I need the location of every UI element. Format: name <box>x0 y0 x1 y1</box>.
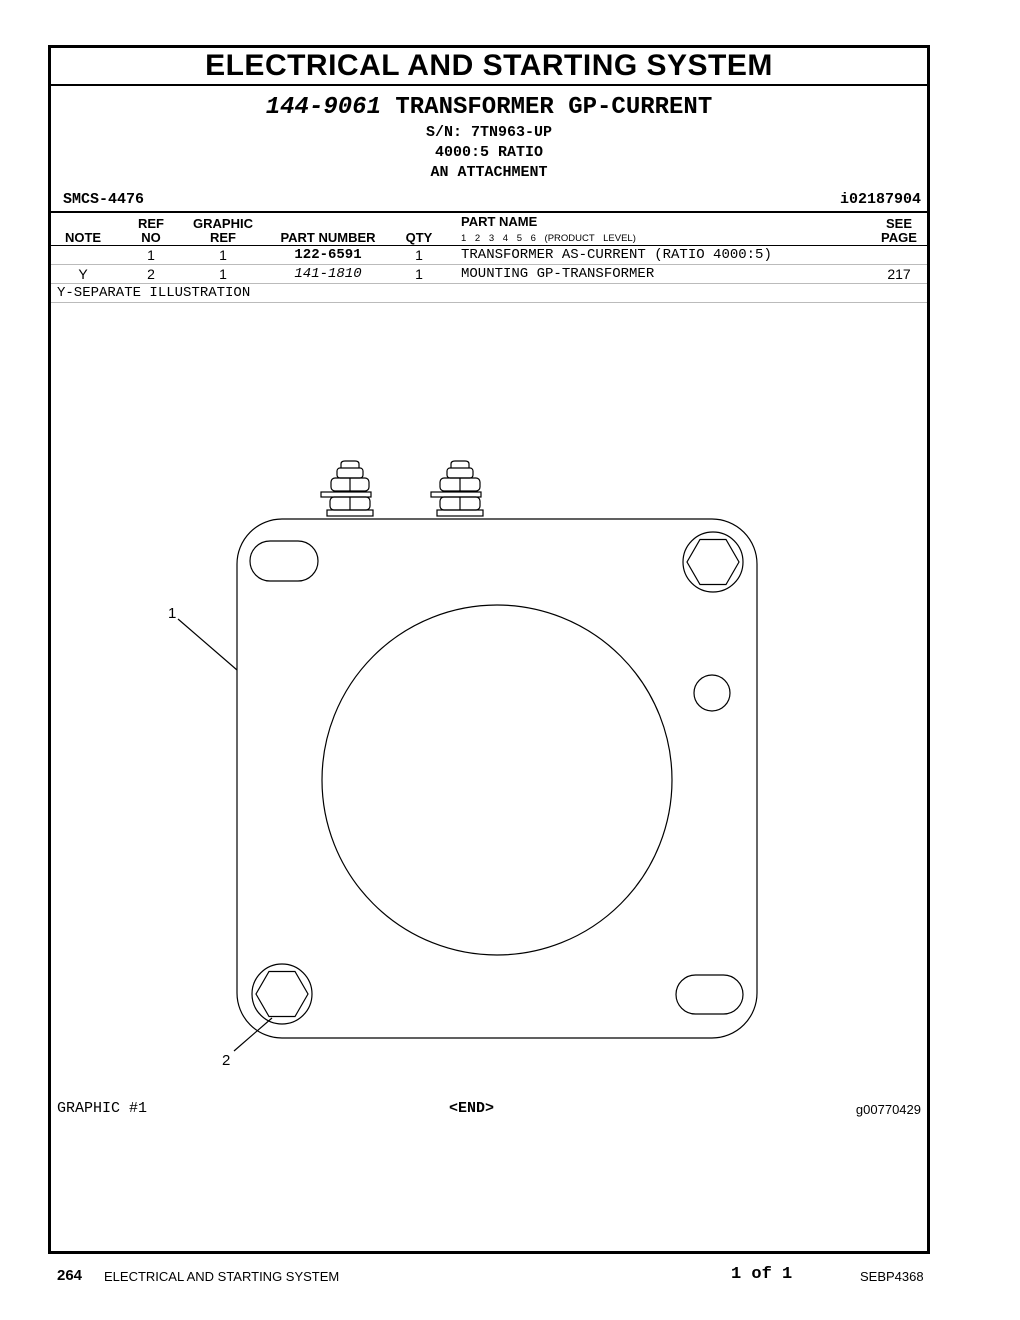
row-note: Y <box>78 266 88 282</box>
group-part-number[interactable]: 144-9061 <box>265 94 381 121</box>
page-section: ELECTRICAL AND STARTING SYSTEM <box>104 1269 340 1284</box>
page-frame <box>48 45 930 1254</box>
product-levels: 1 2 3 4 5 6 (PRODUCT LEVEL) <box>461 233 636 244</box>
row-graphic-ref: 1 <box>219 266 227 282</box>
end-marker: <END> <box>449 1100 495 1117</box>
serial-range: S/N: 7TN963-UP <box>425 124 553 141</box>
book-id: SEBP4368 <box>860 1269 924 1284</box>
leader-line-1 <box>178 619 237 670</box>
col-note: NOTE <box>64 230 102 245</box>
transformer-illustration <box>51 48 927 1148</box>
transformer-plate <box>237 519 757 1038</box>
leader-line-2 <box>234 1018 272 1051</box>
col-see-page-bottom: PAGE <box>881 230 917 245</box>
callout-2: 2 <box>222 1052 231 1069</box>
graphic-id: g00770429 <box>855 1102 921 1117</box>
row-graphic-ref: 1 <box>219 247 227 263</box>
ratio-line: 4000:5 RATIO <box>434 144 544 161</box>
col-ref-no-bottom: NO <box>141 230 161 245</box>
terminal-stud-1 <box>321 461 373 516</box>
row-ref-no: 2 <box>147 266 155 282</box>
terminal-stud-2 <box>431 461 483 516</box>
page-of: 1 of 1 <box>731 1265 793 1284</box>
hex-bolt-top-right <box>683 532 743 592</box>
hex-bolt-bottom-left <box>252 964 312 1024</box>
col-qty: QTY <box>405 230 433 245</box>
center-opening <box>322 605 672 955</box>
attachment-line: AN ATTACHMENT <box>430 164 548 181</box>
row-qty: 1 <box>415 266 423 282</box>
row-see-page[interactable]: 217 <box>887 266 911 282</box>
smcs-code: SMCS-4476 <box>63 191 145 208</box>
row-qty: 1 <box>415 247 423 263</box>
small-hole <box>694 675 730 711</box>
illustration-id: i02187904 <box>839 191 921 208</box>
row-part-name: TRANSFORMER AS-CURRENT (RATIO 4000:5) <box>461 247 772 263</box>
col-see-page-top: SEE <box>885 216 912 231</box>
col-graphic-ref-bottom: REF <box>210 230 236 245</box>
section-title: ELECTRICAL AND STARTING SYSTEM <box>51 48 927 86</box>
note-legend: Y-SEPARATE ILLUSTRATION <box>57 285 251 301</box>
col-part-name: PART NAME <box>461 214 538 229</box>
col-part-number: PART NUMBER <box>280 230 376 245</box>
row-part-name: MOUNTING GP-TRANSFORMER <box>461 266 655 282</box>
callout-1: 1 <box>168 605 177 622</box>
graphic-label: GRAPHIC #1 <box>57 1100 148 1117</box>
row-ref-no: 1 <box>147 247 155 263</box>
col-graphic-ref-top: GRAPHIC <box>193 216 253 231</box>
row-part-number[interactable]: 122-6591 <box>294 247 362 263</box>
group-name: TRANSFORMER GP-CURRENT <box>395 94 713 121</box>
col-ref-no-top: REF <box>138 216 164 231</box>
mounting-slot-top-left <box>250 541 318 581</box>
row-part-number[interactable]: 141-1810 <box>294 266 362 282</box>
page-number: 264 <box>57 1267 83 1284</box>
mounting-slot-bottom-right <box>676 975 743 1014</box>
